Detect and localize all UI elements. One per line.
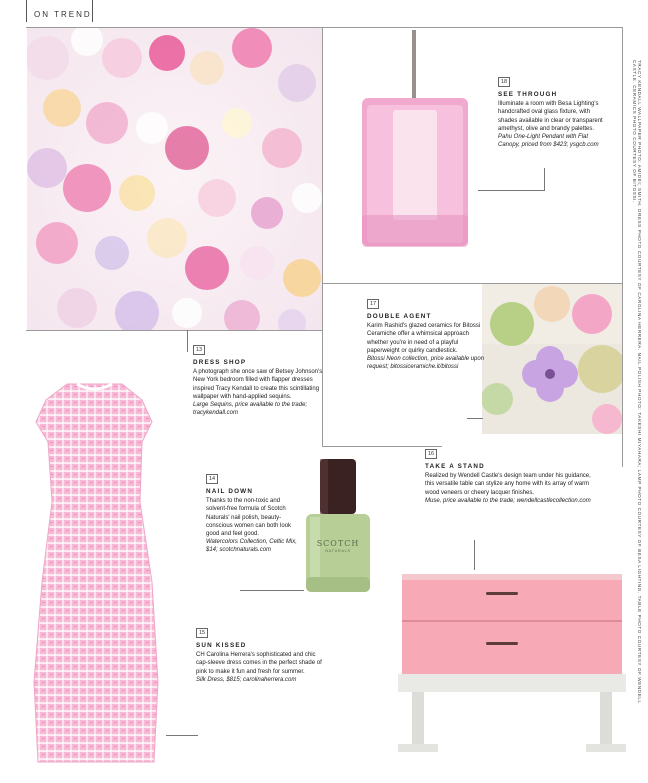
item-14-title: NAIL DOWN (206, 488, 254, 495)
item-13-title: DRESS SHOP (193, 359, 247, 366)
item-18-body: Illuminate a room with Besa Lighting's handcrafted oval glass fixture, with shades available in clear or transparent amethyst, olive and brandy palettes. (498, 101, 603, 132)
item-17-number: 17 (367, 299, 379, 309)
item-17-leader (467, 418, 483, 419)
item-13-credit: Large Sequins, price available to the trade; tracykendall.com (193, 402, 308, 417)
item-18-number: 18 (498, 77, 510, 87)
mid-rule (322, 446, 442, 447)
item-15-leader (166, 735, 198, 736)
item-14-blurb (206, 488, 302, 555)
item-17-body: Karim Rashid's glazed ceramics for Bitossi Ceramiche offer a whimsical approach whether you're in need of a playful paperweight or quirky candlestick. (367, 323, 481, 354)
header-rule-left (26, 0, 27, 22)
item-13-blurb (193, 359, 325, 417)
wallpaper-bottom-rule (26, 330, 322, 331)
item-14-body: Thanks to the non-toxic and solvent-free formula of Scotch Naturals' nail polish, beauty-conscious women can both look good and feel good. (206, 498, 292, 538)
nail-polish-image (298, 457, 378, 597)
item-15-body: CH Carolina Herrera's sophisticated and chic cap-sleeve dress comes in the perfect shade of pink to make it fun and fresh for summer. (196, 652, 322, 675)
item-13-body: A photograph she once saw of Betsey Johnson's New York bedroom filled with flapper dresses inspired Tracy Kendall to create this scintillating wallpaper with hand-applied sequins. (193, 369, 323, 400)
item-14-leader (240, 590, 304, 591)
section-label: ON TREND (34, 10, 92, 19)
pendant-lamp-image (355, 30, 475, 250)
item-17-title: DOUBLE AGENT (367, 313, 432, 320)
item-15-number: 15 (196, 628, 208, 638)
item-16-blurb (425, 463, 593, 505)
item-18-blurb (498, 91, 610, 149)
polish-brand-label: SCOTCH (316, 539, 360, 548)
item-13-number: 13 (193, 345, 205, 355)
right-rule (622, 27, 623, 467)
item-18-title: SEE THROUGH (498, 91, 558, 98)
item-18-credit: Pahu One-Light Pendant with Flat Canopy, priced from $423; ysgcb.com (498, 134, 599, 149)
item-13-leader (187, 330, 188, 352)
ceramics-image (482, 284, 622, 434)
item-18-leader-vertical (544, 168, 545, 191)
item-16-credit: Muse, price available to the trade; wendellcastlecollection.com (425, 497, 591, 504)
item-15-title: SUN KISSED (196, 642, 247, 649)
item-14-number: 14 (206, 474, 218, 484)
item-16-number: 16 (425, 449, 437, 459)
item-17-blurb (367, 313, 487, 371)
item-17-credit: Bitossi Neon collection, price available upon request; bitossiceramiche.it/bitossi (367, 356, 485, 371)
photo-credit-vertical: TRACY KENDALL WALLPAPER PHOTO: AMIDEI; SMITH. DRESS PHOTO COURTESY OF CAROLINA HERRERA. NAIL POLISH PHOTO: TAKESHI MIYAHARA; LAMP PHOTO COURTESY OF BESA LIGHTING. TABLE PHOTO COURTESY OF WENDELL CASTLE. CERAMICS PHOTO COURTESY OF BITOSSI. (632, 60, 642, 704)
header-rule-right (92, 0, 93, 22)
polish-sub-label: NATURALS (325, 549, 351, 553)
item-18-leader (478, 190, 544, 191)
item-16-body: Realized by Wendell Castle's design team under his guidance, this versatile table can stylize any home with its array of warm wood veneers or cheery lacquer finishes. (425, 473, 591, 496)
pink-side-table-image (398, 562, 626, 762)
item-14-credit: Watercolors Collection, Celtic Mix, $14; scotchnaturals.com (206, 539, 297, 554)
pink-dress-image (22, 382, 167, 767)
item-15-blurb (196, 642, 328, 684)
item-15-credit: Silk Dress, $815; carolinaherrera.com (196, 676, 297, 683)
item-16-title: TAKE A STAND (425, 463, 485, 470)
item-16-leader (474, 540, 475, 570)
sequin-wallpaper-image (27, 28, 322, 330)
